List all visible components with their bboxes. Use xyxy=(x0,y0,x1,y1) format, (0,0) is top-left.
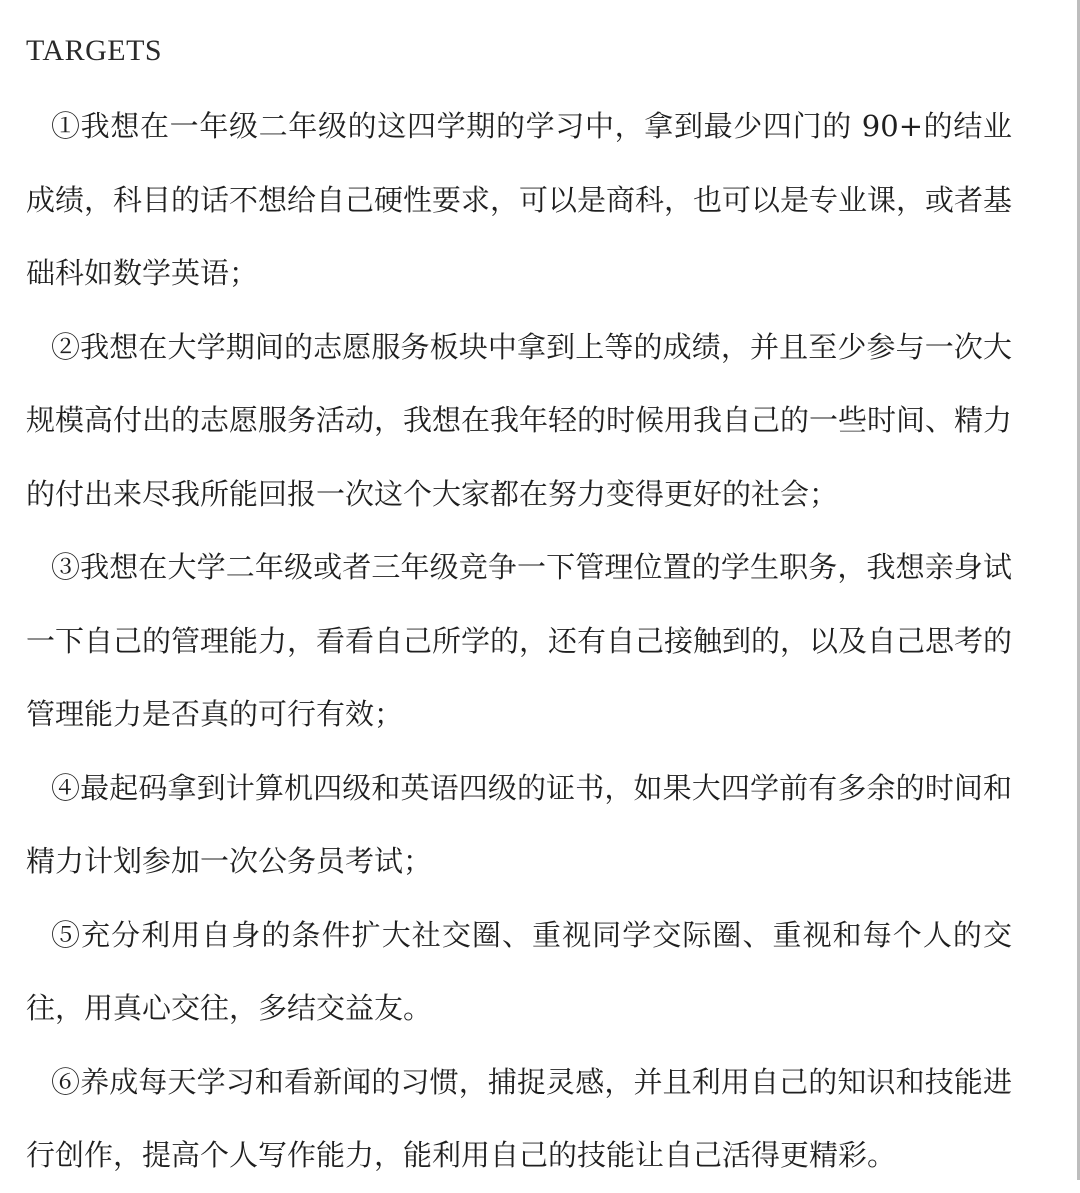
target-item-3: ③我想在大学二年级或者三年级竞争一下管理位置的学生职务，我想亲身试一下自己的管理能力，看看自己所学的，还有自己接触到的，以及自己思考的管理能力是否真的可行有效； xyxy=(26,550,1013,731)
target-item-4: ④最起码拿到计算机四级和英语四级的证书，如果大四学前有多余的时间和精力计划参加一次公务员考试； xyxy=(26,770,1012,878)
target-item-1: ①我想在一年级二年级的这四学期的学习中，拿到最少四门的 90+的结业成绩，科目的话不想给自己硬性要求，可以是商科，也可以是专业课，或者基础科如数学英语； xyxy=(26,109,1013,290)
target-item-2: ②我想在大学期间的志愿服务板块中拿到上等的成绩，并且至少参与一次大规模高付出的志愿服务活动，我想在我年轻的时候用我自己的一些时间、精力的付出来尽我所能回报一次这个大家都在努力变得更好的社会； xyxy=(26,329,1013,511)
target-item-5: ⑤充分利用自身的条件扩大社交圈、重视同学交际圈、重视和每个人的交往，用真心交往，多结交益友。 xyxy=(26,917,1012,1025)
target-item-6: ⑥养成每天学习和看新闻的习惯，捕捉灵感，并且利用自己的知识和技能进行创作，提高个人写作能力，能利用自己的技能让自己活得更精彩。 xyxy=(26,1064,1012,1172)
page-title: TARGETS xyxy=(26,34,163,67)
target-list xyxy=(26,90,1012,1193)
